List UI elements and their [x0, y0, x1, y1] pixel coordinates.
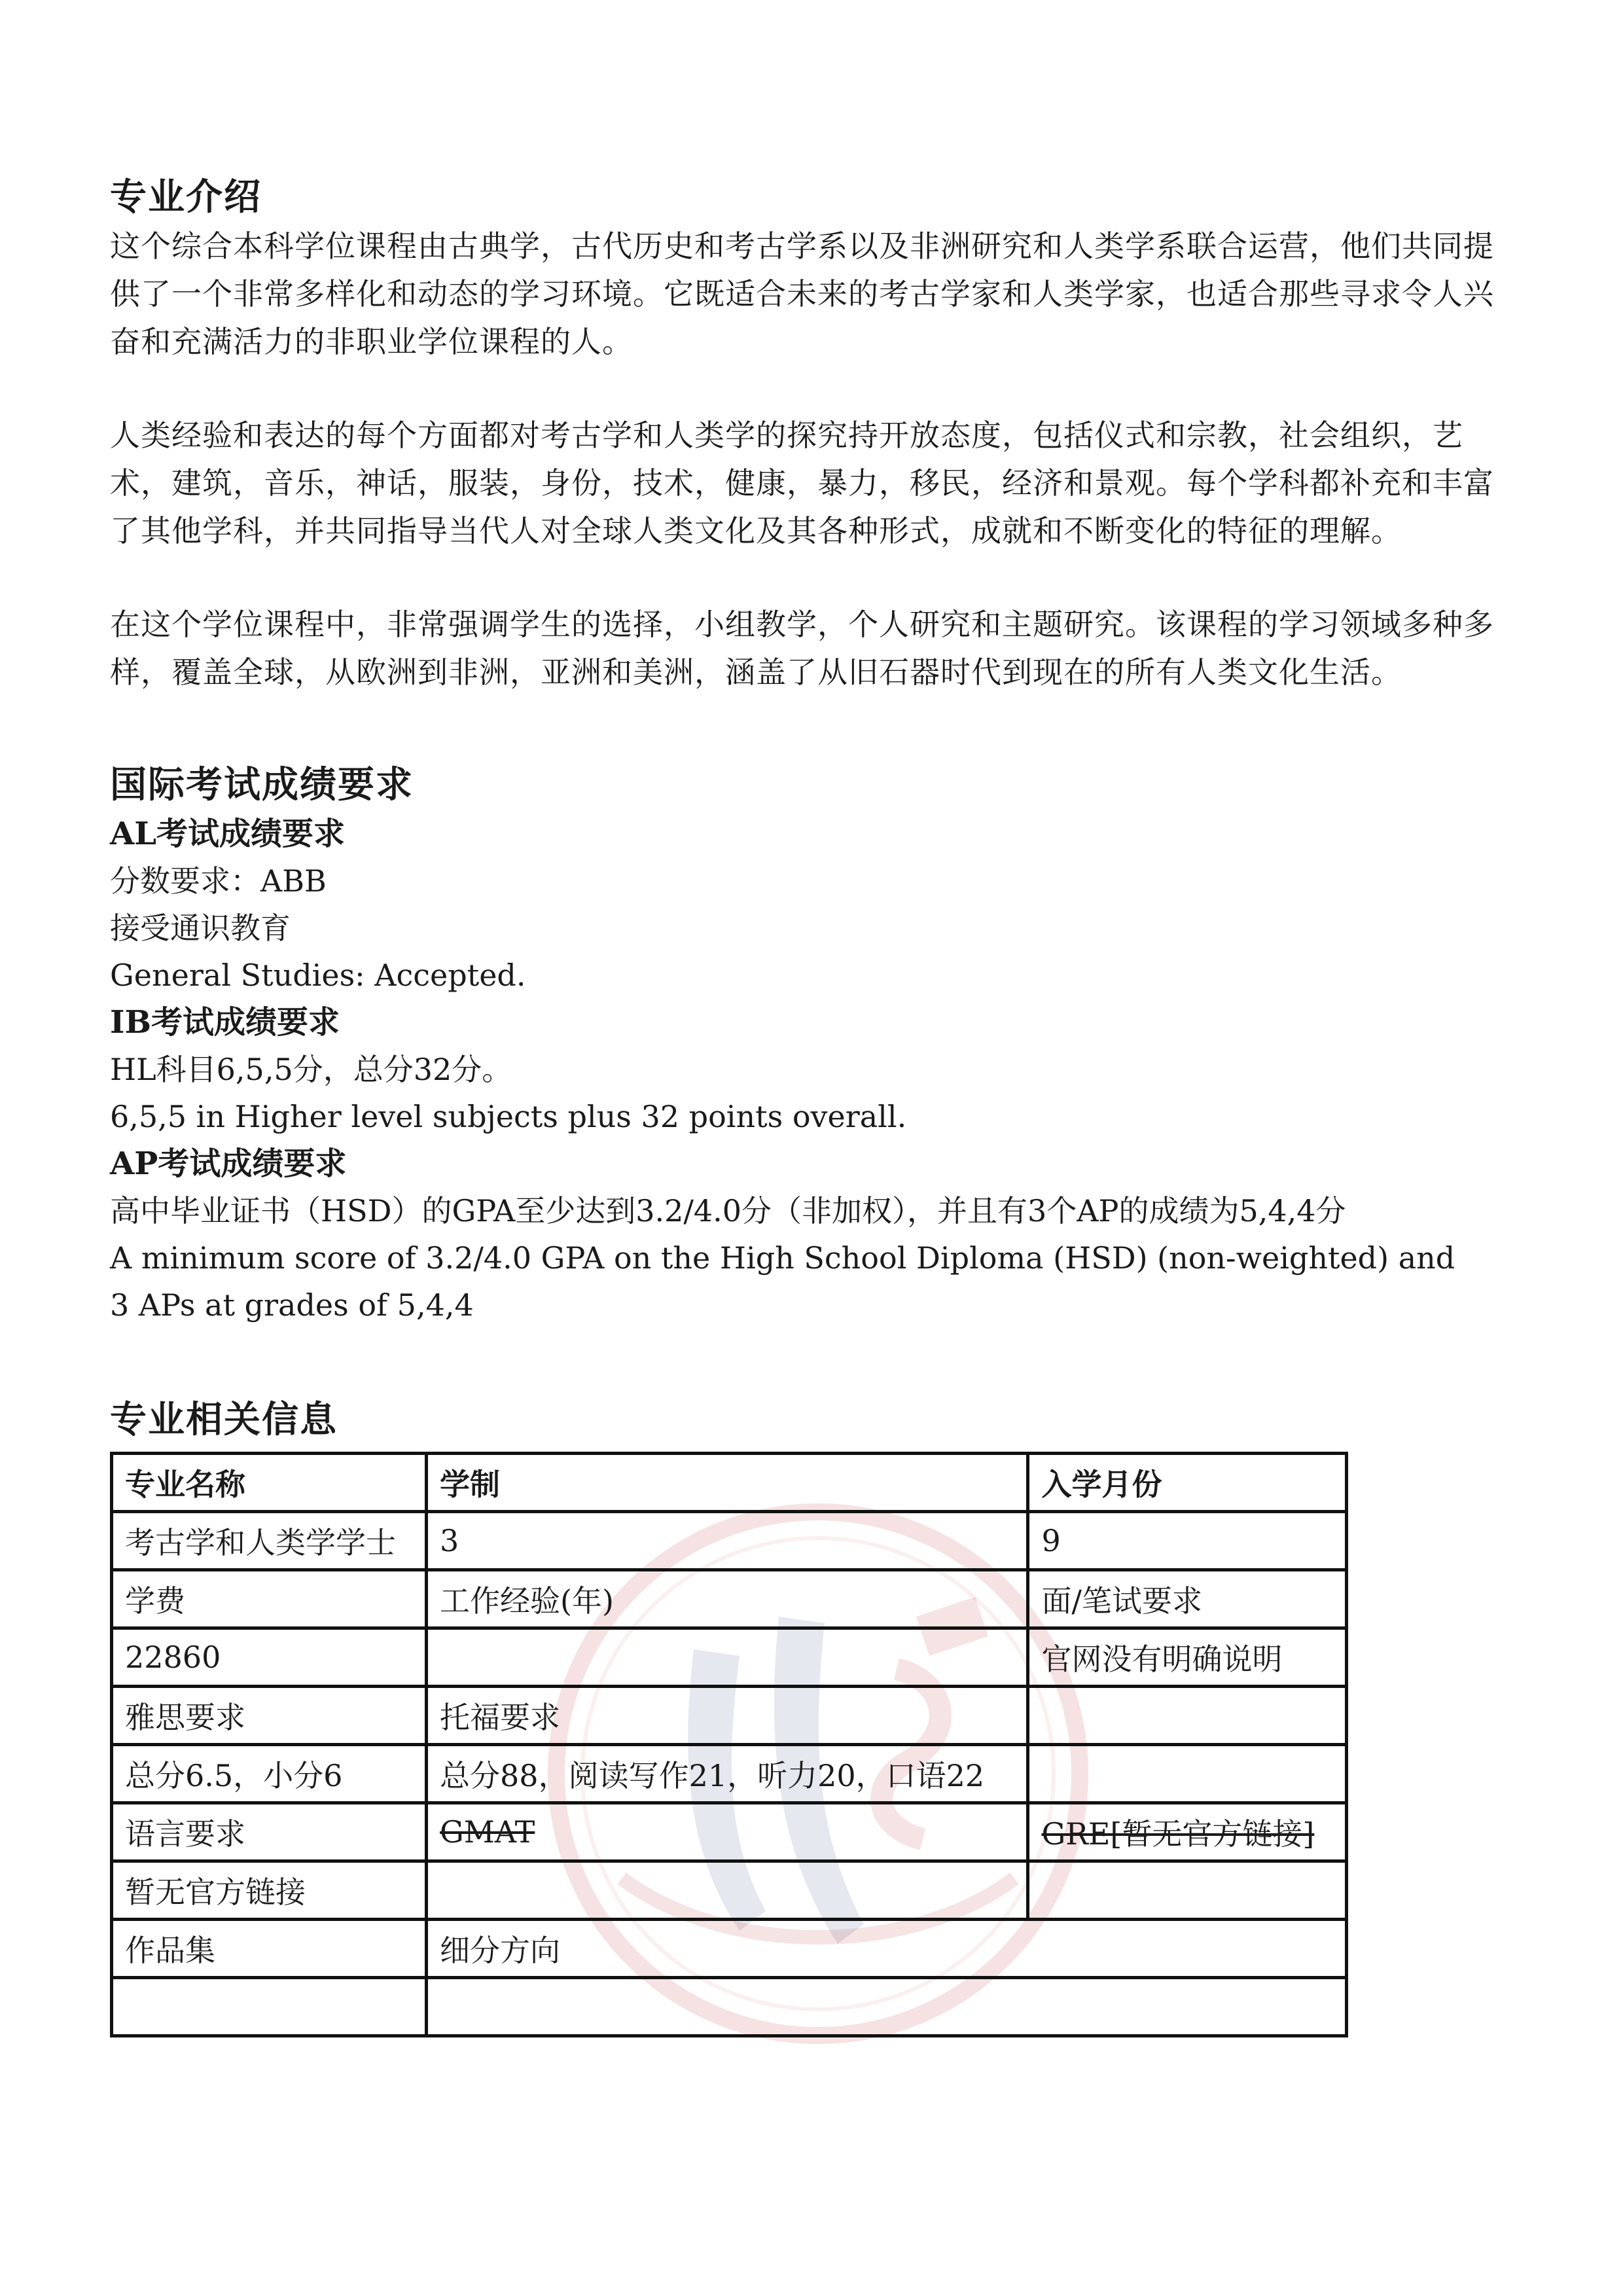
ib-line-2: 6,5,5 in Higher level subjects plus 32 points overall.	[110, 1099, 907, 1134]
ap-line-3: 3 APs at grades of 5,4,4	[110, 1287, 474, 1323]
table-cell-gre: GRE[暂无官方链接]	[1028, 1803, 1347, 1861]
table-cell: 雅思要求	[112, 1687, 427, 1745]
intro-heading: 专业介绍	[110, 175, 262, 219]
table-cell: 9	[1028, 1512, 1347, 1570]
table-row	[112, 1745, 1347, 1803]
al-line-3: General Studies: Accepted.	[110, 958, 526, 993]
table-cell	[112, 1978, 427, 2036]
table-row	[112, 1920, 1347, 1978]
table-cell: 入学月份	[1028, 1454, 1347, 1512]
table-row	[112, 1628, 1347, 1687]
table-cell: 语言要求	[112, 1803, 427, 1861]
ib-title: IB考试成绩要求	[110, 1004, 340, 1041]
info-heading: 专业相关信息	[110, 1398, 338, 1441]
table-cell	[1028, 1745, 1347, 1803]
table-cell: 总分6.5，小分6	[112, 1745, 427, 1803]
ap-title: AP考试成绩要求	[110, 1145, 347, 1182]
table-cell	[1028, 1861, 1347, 1920]
table-cell	[1028, 1687, 1347, 1745]
table-row	[112, 1512, 1347, 1570]
table-cell: 学费	[112, 1570, 427, 1628]
table-cell: 专业名称	[112, 1454, 427, 1512]
ib-line-1: HL科目6,5,5分，总分32分。	[110, 1052, 512, 1087]
program-info-table	[110, 1452, 1348, 2037]
table-row	[112, 1687, 1347, 1745]
al-line-2: 接受通识教育	[110, 910, 291, 946]
table-row	[112, 1861, 1347, 1920]
table-cell: 学制	[427, 1454, 1028, 1512]
table-row	[112, 1803, 1347, 1861]
al-line-1: 分数要求：ABB	[110, 863, 327, 899]
table-cell	[427, 1978, 1347, 2036]
table-row	[112, 1454, 1347, 1512]
table-cell: 面/笔试要求	[1028, 1570, 1347, 1628]
table-cell: 作品集	[112, 1920, 427, 1978]
intro-paragraph-3: 在这个学位课程中，非常强调学生的选择，小组教学，个人研究和主题研究。该课程的学习领域多种多样，覆盖全球，从欧洲到非洲，亚洲和美洲，涵盖了从旧石器时代到现在的所有人类文化生活。	[110, 607, 1494, 690]
document-body	[110, 171, 1517, 2037]
table-cell: 3	[427, 1512, 1028, 1570]
intro-paragraph-1: 这个综合本科学位课程由古典学，古代历史和考古学系以及非洲研究和人类学系联合运营，他们共同提供了一个非常多样化和动态的学习环境。它既适合未来的考古学家和人类学家，也适合那些寻求令人兴奋和充满活力的非职业学位课程的人。	[110, 228, 1494, 359]
table-cell: 22860	[112, 1628, 427, 1687]
table-cell: 细分方向	[427, 1920, 1347, 1978]
table-cell	[427, 1628, 1028, 1687]
table-row	[112, 1570, 1347, 1628]
intro-paragraph-2: 人类经验和表达的每个方面都对考古学和人类学的探究持开放态度，包括仪式和宗教，社会组织，艺术，建筑，音乐，神话，服装，身份，技术，健康，暴力，移民，经济和景观。每个学科都补充和丰富了其他学科，并共同指导当代人对全球人类文化及其各种形式，成就和不断变化的特征的理解。	[110, 418, 1494, 548]
ap-line-1: 高中毕业证书（HSD）的GPA至少达到3.2/4.0分（非加权），并且有3个AP的成绩为5,4,4分	[110, 1193, 1346, 1229]
table-cell: 暂无官方链接	[112, 1861, 427, 1920]
table-cell: 考古学和人类学学士	[112, 1512, 427, 1570]
table-cell: 官网没有明确说明	[1028, 1628, 1347, 1687]
table-cell-gmat: GMAT	[427, 1803, 1028, 1861]
table-row	[112, 1978, 1347, 2036]
table-cell: 工作经验(年)	[427, 1570, 1028, 1628]
table-cell: 托福要求	[427, 1687, 1028, 1745]
table-cell	[427, 1861, 1028, 1920]
exams-heading: 国际考试成绩要求	[110, 763, 414, 806]
al-title: AL考试成绩要求	[110, 816, 345, 852]
ap-line-2: A minimum score of 3.2/4.0 GPA on the High School Diploma (HSD) (non-weighted) and	[110, 1240, 1455, 1276]
table-cell: 总分88，阅读写作21，听力20，口语22	[427, 1745, 1028, 1803]
